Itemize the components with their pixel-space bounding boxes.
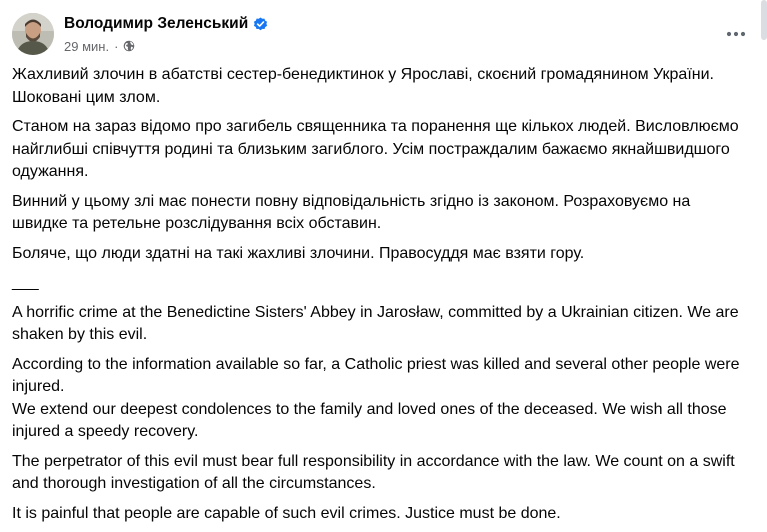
paragraph-uk-2: Станом на зараз відомо про загибель священника та поранення ще кількох людей. Висловлюємо найглибші співчуття родині та близьким загиблого. Усім постраждалим бажаємо якнайшвидшого одужання. — [12, 118, 739, 180]
post-body — [12, 64, 747, 532]
post-header — [0, 0, 767, 62]
paragraph-uk-1: Жахливий злочин в абатстві сестер-бенедиктинок у Ярославі, скоєний громадянином України. Шоковані цим злом. — [12, 66, 714, 106]
more-options-button[interactable] — [718, 16, 754, 52]
verified-badge-icon — [253, 17, 268, 32]
more-options-icon — [726, 31, 746, 37]
scrollbar-thumb[interactable] — [761, 0, 767, 40]
author-avatar[interactable] — [12, 13, 54, 55]
post-timestamp[interactable]: 29 мин. — [64, 38, 110, 54]
paragraph-uk-3: Винний у цьому злі має понести повну відповідальність згідно із законом. Розраховуємо на швидке та ретельне розслідування всіх обставин. — [12, 192, 691, 232]
paragraph-en-4: It is painful that people are capable of such evil crimes. Justice must be done. — [12, 504, 561, 522]
post-meta — [64, 37, 135, 55]
language-separator: ___ — [12, 274, 39, 291]
paragraph-en-1: A horrific crime at the Benedictine Sisters' Abbey in Jarosław, committed by a Ukrainian citizen. We are shaken by this evil. — [12, 303, 739, 343]
paragraph-en-2: According to the information available so far, a Catholic priest was killed and several other people were injured. We extend our deepest condolences to the family and loved ones of the deceased. We wish all those injured a speedy recovery. — [12, 355, 740, 440]
paragraph-uk-4: Боляче, що люди здатні на такі жахливі злочини. Правосуддя має взяти гору. — [12, 244, 585, 262]
avatar-photo — [12, 13, 54, 55]
author-name[interactable]: Володимир Зеленський — [64, 15, 249, 32]
meta-separator: · — [114, 38, 119, 54]
globe-icon[interactable] — [123, 40, 135, 52]
paragraph-en-3: The perpetrator of this evil must bear full responsibility in accordance with the law. We count on a swift and thorough investigation of all the circumstances. — [12, 452, 735, 492]
author-row — [64, 13, 268, 35]
